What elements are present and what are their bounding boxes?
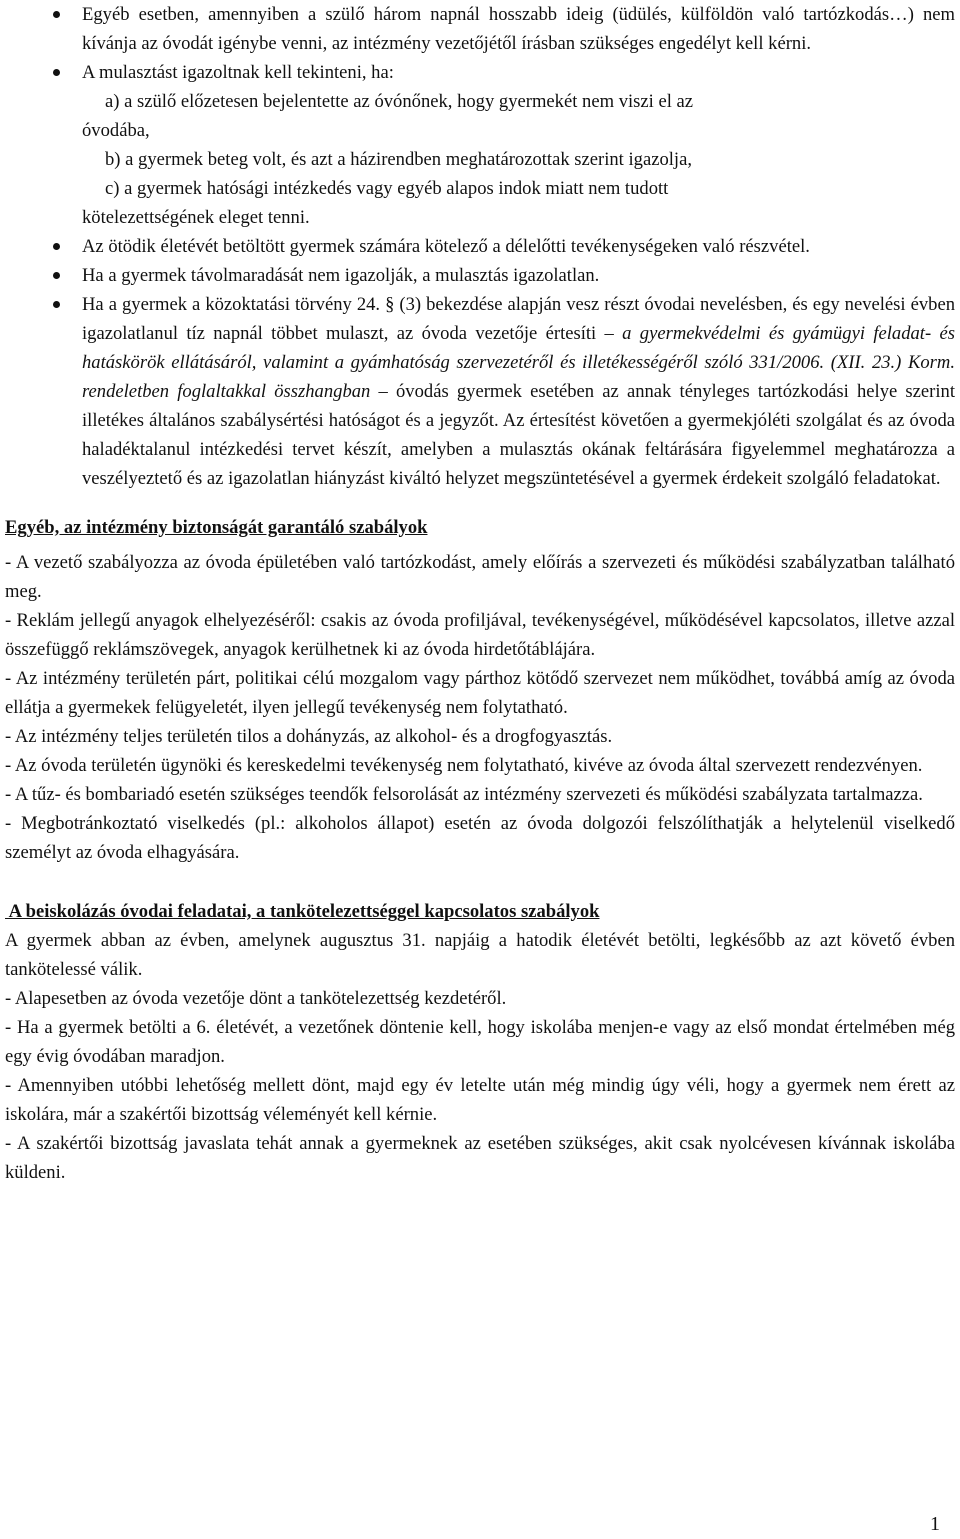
mulasztas-item-a-cont: óvodába,	[82, 120, 150, 141]
mulasztas-item-c: c) a gyermek hatósági intézkedés vagy egyéb alapos indok miatt nem tudott	[105, 178, 669, 199]
mulasztas-item-b: b) a gyermek beteg volt, és azt a házirendben meghatározottak szerint igazolja,	[105, 149, 692, 170]
section1-paragraph: - Reklám jellegű anyagok elhelyezéséről: csakis az óvoda profiljával, tevékenységével, működésével kapcsolatos, illetve azzal összefüggő reklámszövegek, anyagok kerülhetnek ki az óvoda hirdetőtáblájára.	[5, 610, 955, 660]
mulasztas-item-a: a) a szülő előzetesen bejelentette az óvónőnek, hogy gyermekét nem viszi el az	[105, 91, 694, 112]
kozoktatasi-text-2: – óvodás gyermek esetében az annak tényleges tartózkodási helye szerint illetékes általános szabálysértési hatóságot és a jegyzőt. Az értesítést követően a gyermekjóléti szolgálat és az óvoda haladéktalanul intézkedési tervet készít, amelyben a mulasztás okának feltárására figyelemmel meghatározza a veszélyeztető és az igazolatlan hiányzást kiváltó helyzet megszüntetésével a gyermek érdekeit szolgáló feladatokat.	[82, 381, 955, 489]
section1-paragraph: - A vezető szabályozza az óvoda épületében való tartózkodást, amely előírás a szervezeti és működési szabályzatban található meg.	[5, 552, 955, 602]
bullet-dot-icon	[53, 301, 60, 308]
section2-paragraph: - Alapesetben az óvoda vezetője dönt a tankötelezettség kezdetéről.	[5, 988, 507, 1009]
bullet-dot-icon	[53, 11, 60, 18]
bullet-item	[5, 232, 955, 261]
bullet-text: Egyéb esetben, amennyiben a szülő három napnál hosszabb ideig (üdülés, külföldön való tartózkodás…) nem kívánja az óvodát igénybe venni, az intézmény vezetőjétől írásban szükséges engedélyt kell kérni.	[82, 4, 955, 54]
bullet-text: Az ötödik életévét betöltött gyermek számára kötelező a délelőtti tevékenységeken való részvétel.	[82, 236, 810, 257]
section1-paragraph: - Az intézmény teljes területén tilos a dohányzás, az alkohol- és a drogfogyasztás.	[5, 726, 613, 747]
bullet-dot-icon	[53, 69, 60, 76]
bullet-item	[5, 261, 955, 290]
section-heading-biztonsag: Egyéb, az intézmény biztonságát garantáló szabályok	[5, 517, 428, 538]
section2-paragraph: - Amennyiben utóbbi lehetőség mellett dönt, majd egy év letelte után még mindig úgy véli, hogy a gyermek nem érett az iskolára, már a szakértői bizottság véleményét kell kérnie.	[5, 1075, 955, 1125]
section2-paragraph: - Ha a gyermek betölti a 6. életévét, a vezetőnek döntenie kell, hogy iskolába menjen-e vagy az első mondat értelmében még egy évig óvodában maradjon.	[5, 1017, 955, 1067]
mulasztas-item-c-cont: kötelezettségének eleget tenni.	[82, 207, 310, 228]
bullet-dot-icon	[53, 243, 60, 250]
document-page	[5, 0, 955, 1187]
bullet-dot-icon	[53, 272, 60, 279]
section1-paragraph: - Megbotránkoztató viselkedés (pl.: alkoholos állapot) esetén az óvoda dolgozói felszólíthatják a helytelenül viselkedő személyt az óvoda elhagyására.	[5, 813, 955, 863]
kozoktatasi-text-1: Ha a gyermek a közoktatási törvény 24. § (3) bekezdése alapján vesz részt óvodai nevelésben, és egy nevelési évben igazolatlanul tíz napnál többet mulaszt, az óvoda vezetője értesíti –	[82, 294, 955, 344]
section1-paragraph: - A tűz- és bombariadó esetén szükséges teendők felsorolását az intézmény szervezeti és működési szabályzata tartalmazza.	[5, 784, 923, 805]
bullet-item-mulasztas	[5, 58, 955, 232]
section2-paragraph: - A szakértői bizottság javaslata tehát annak a gyermeknek az esetében szükséges, akit csak nyolcévesen kívánnak iskolába küldeni.	[5, 1133, 955, 1183]
bullet-item	[5, 0, 955, 58]
bullet-text: Ha a gyermek távolmaradását nem igazolják, a mulasztás igazolatlan.	[82, 265, 600, 286]
bullet-list-top	[5, 0, 955, 493]
section1-paragraph: - Az intézmény területén párt, politikai célú mozgalom vagy párthoz kötődő szervezet nem működhet, továbbá amíg az óvoda ellátja a gyermekek felügyeletét, ilyen jellegű tevékenység nem folytatható.	[5, 668, 955, 718]
mulasztas-intro: A mulasztást igazoltnak kell tekinteni, ha:	[82, 62, 394, 83]
bullet-item-kozoktatasi	[5, 290, 955, 493]
section-heading-beiskolazas: A beiskolázás óvodai feladatai, a tankötelezettséggel kapcsolatos szabályok	[5, 901, 600, 922]
section1-paragraph: - Az óvoda területén ügynöki és kereskedelmi tevékenység nem folytatható, kivéve az óvoda által szervezett rendezvényen.	[5, 755, 923, 776]
page-number: 1	[930, 1513, 940, 1535]
kozoktatasi-italic-reference: a gyermekvédelmi és gyámügyi feladat- és hatáskörök ellátásáról, valamint a gyámhatóság szervezetéről és illetékességéről szóló 331/2006. (XII. 23.) Korm. rendeletben foglaltakkal összhangban	[82, 323, 955, 402]
section2-paragraph: A gyermek abban az évben, amelynek augusztus 31. napjáig a hatodik életévét betölti, legkésőbb az azt követő évben tankötelessé válik.	[5, 930, 955, 980]
